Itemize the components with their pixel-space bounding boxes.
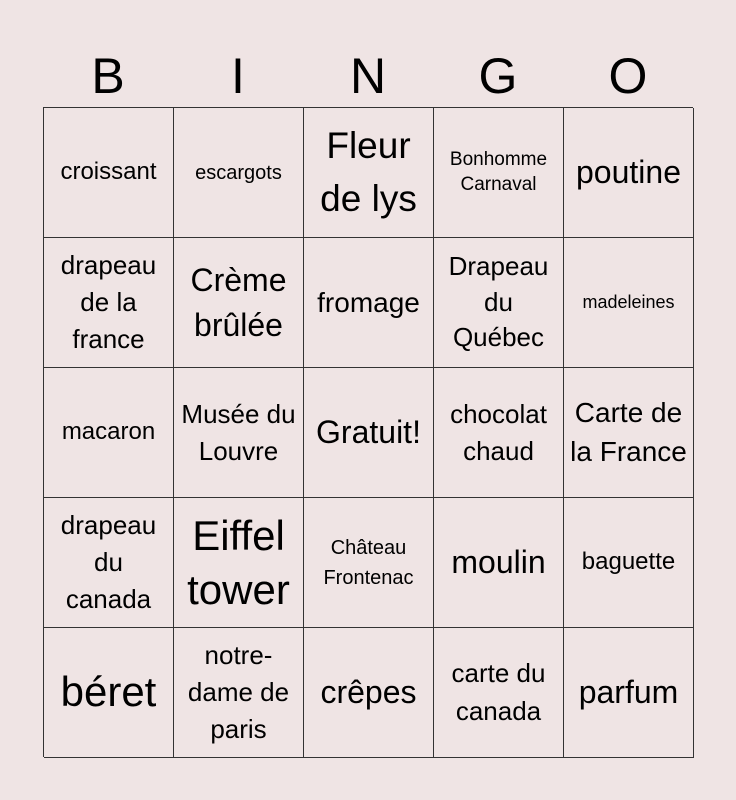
bingo-cell-fleur-de-lys[interactable]: Fleur de lys — [304, 108, 434, 238]
header-letter-b: B — [91, 48, 125, 104]
bingo-cell-chocolat-chaud[interactable]: chocolat chaud — [434, 368, 564, 498]
bingo-cell-crepes[interactable]: crêpes — [304, 628, 434, 758]
bingo-cell-eiffel-tower[interactable]: Eiffel tower — [174, 498, 304, 628]
bingo-cell-gratuit[interactable]: Gratuit! — [304, 368, 434, 498]
header-letter-i: I — [231, 48, 245, 104]
bingo-cell-creme-brulee[interactable]: Crème brûlée — [174, 238, 304, 368]
header-letter-n: N — [349, 48, 387, 104]
bingo-cell-baguette[interactable]: baguette — [564, 498, 694, 628]
bingo-cell-fromage[interactable]: fromage — [304, 238, 434, 368]
bingo-header — [43, 40, 693, 108]
bingo-cell-drapeau-de-la-france[interactable]: drapeau de la france — [44, 238, 174, 368]
bingo-cell-macaron[interactable]: macaron — [44, 368, 174, 498]
bingo-cell-carte-du-canada[interactable]: carte du canada — [434, 628, 564, 758]
bingo-cell-musee-du-louvre[interactable]: Musée du Louvre — [174, 368, 304, 498]
bingo-cell-drapeau-du-quebec[interactable]: Drapeau du Québec — [434, 238, 564, 368]
bingo-cell-beret[interactable]: béret — [44, 628, 174, 758]
bingo-cell-chateau-frontenac[interactable]: Château Frontenac — [304, 498, 434, 628]
bingo-cell-carte-de-la-france[interactable]: Carte de la France — [564, 368, 694, 498]
bingo-cell-moulin[interactable]: moulin — [434, 498, 564, 628]
bingo-cell-parfum[interactable]: parfum — [564, 628, 694, 758]
header-letter-o: O — [608, 48, 648, 104]
bingo-cell-notre-dame-de-paris[interactable]: notre-dame de paris — [174, 628, 304, 758]
header-letter-g: G — [478, 48, 518, 104]
bingo-card — [43, 107, 693, 757]
bingo-cell-bonhomme-carnaval[interactable]: Bonhomme Carnaval — [434, 108, 564, 238]
bingo-cell-escargots[interactable]: escargots — [174, 108, 304, 238]
bingo-cell-croissant[interactable]: croissant — [44, 108, 174, 238]
bingo-cell-madeleines[interactable]: madeleines — [564, 238, 694, 368]
bingo-cell-drapeau-du-canada[interactable]: drapeau du canada — [44, 498, 174, 628]
bingo-cell-poutine[interactable]: poutine — [564, 108, 694, 238]
